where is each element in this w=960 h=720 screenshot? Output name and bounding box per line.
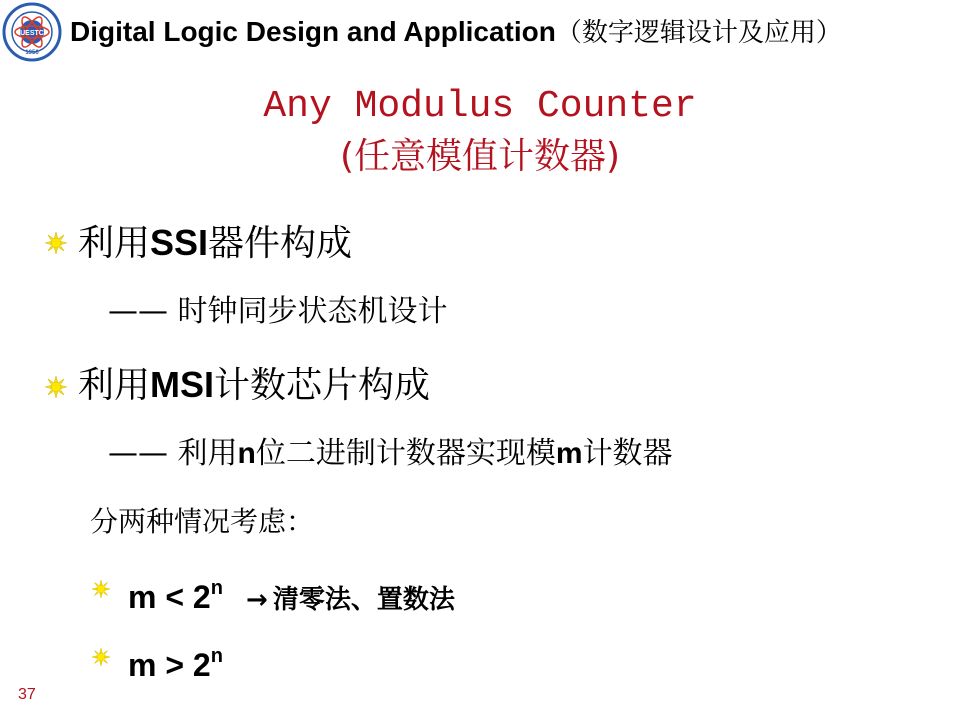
case-m-greater-lhs — [128, 647, 223, 683]
course-title-zh: （数字逻辑设计及应用） — [555, 18, 842, 48]
slide-title-zh: (任意模值计数器) — [339, 136, 621, 177]
case-m-less-base: m < 2 — [128, 579, 211, 615]
slide-title-en: Any Modulus Counter — [263, 85, 697, 128]
case-m-greater-exp: n — [210, 645, 223, 667]
sub-bullet-msi-dash: —— — [108, 436, 178, 471]
sub-bullet-ssi: —— 时钟同步状态机设计 — [108, 294, 448, 329]
sub-bullet-msi-n: n — [237, 437, 256, 470]
course-title-en: Digital Logic Design and Application — [70, 16, 556, 47]
arrow-right-icon: → — [246, 585, 268, 615]
bullet-msi-pre: 利用 — [78, 365, 151, 406]
sub-bullet-msi-post: 计数器 — [582, 436, 673, 471]
sun-bullet-icon — [45, 232, 67, 254]
sun-bullet-icon — [45, 376, 67, 398]
case-m-less-lhs — [128, 579, 223, 615]
bullet-ssi-post: 器件构成 — [208, 223, 353, 264]
svg-text:UESTC: UESTC — [20, 30, 44, 37]
case-m-less-methods: 清零法、置数法 — [272, 585, 455, 615]
cases-intro: 分两种情况考虑： — [90, 505, 315, 538]
case-m-greater-base: m > 2 — [128, 647, 211, 683]
university-logo-icon — [2, 2, 62, 62]
case-m-greater — [128, 636, 223, 691]
bullet-msi-bold: MSI — [150, 364, 215, 405]
course-title — [70, 12, 842, 53]
bullet-msi-post: 计数芯片构成 — [214, 365, 431, 406]
logo-year: 1956 — [25, 50, 39, 56]
sun-bullet-icon — [92, 648, 110, 666]
sub-bullet-msi-mid: 位二进制计数器实现模 — [255, 436, 556, 471]
case-m-less — [128, 568, 455, 623]
bullet-ssi — [78, 220, 352, 267]
page-number: 37 — [18, 686, 36, 703]
sub-bullet-msi — [108, 434, 673, 474]
bullet-msi — [78, 362, 430, 409]
sun-bullet-icon — [92, 580, 110, 598]
case-m-less-exp: n — [210, 577, 223, 599]
sub-bullet-msi-m: m — [555, 437, 583, 470]
sub-bullet-msi-pre: 利用 — [177, 436, 238, 471]
bullet-ssi-bold: SSI — [150, 222, 209, 263]
bullet-ssi-pre: 利用 — [78, 223, 151, 264]
